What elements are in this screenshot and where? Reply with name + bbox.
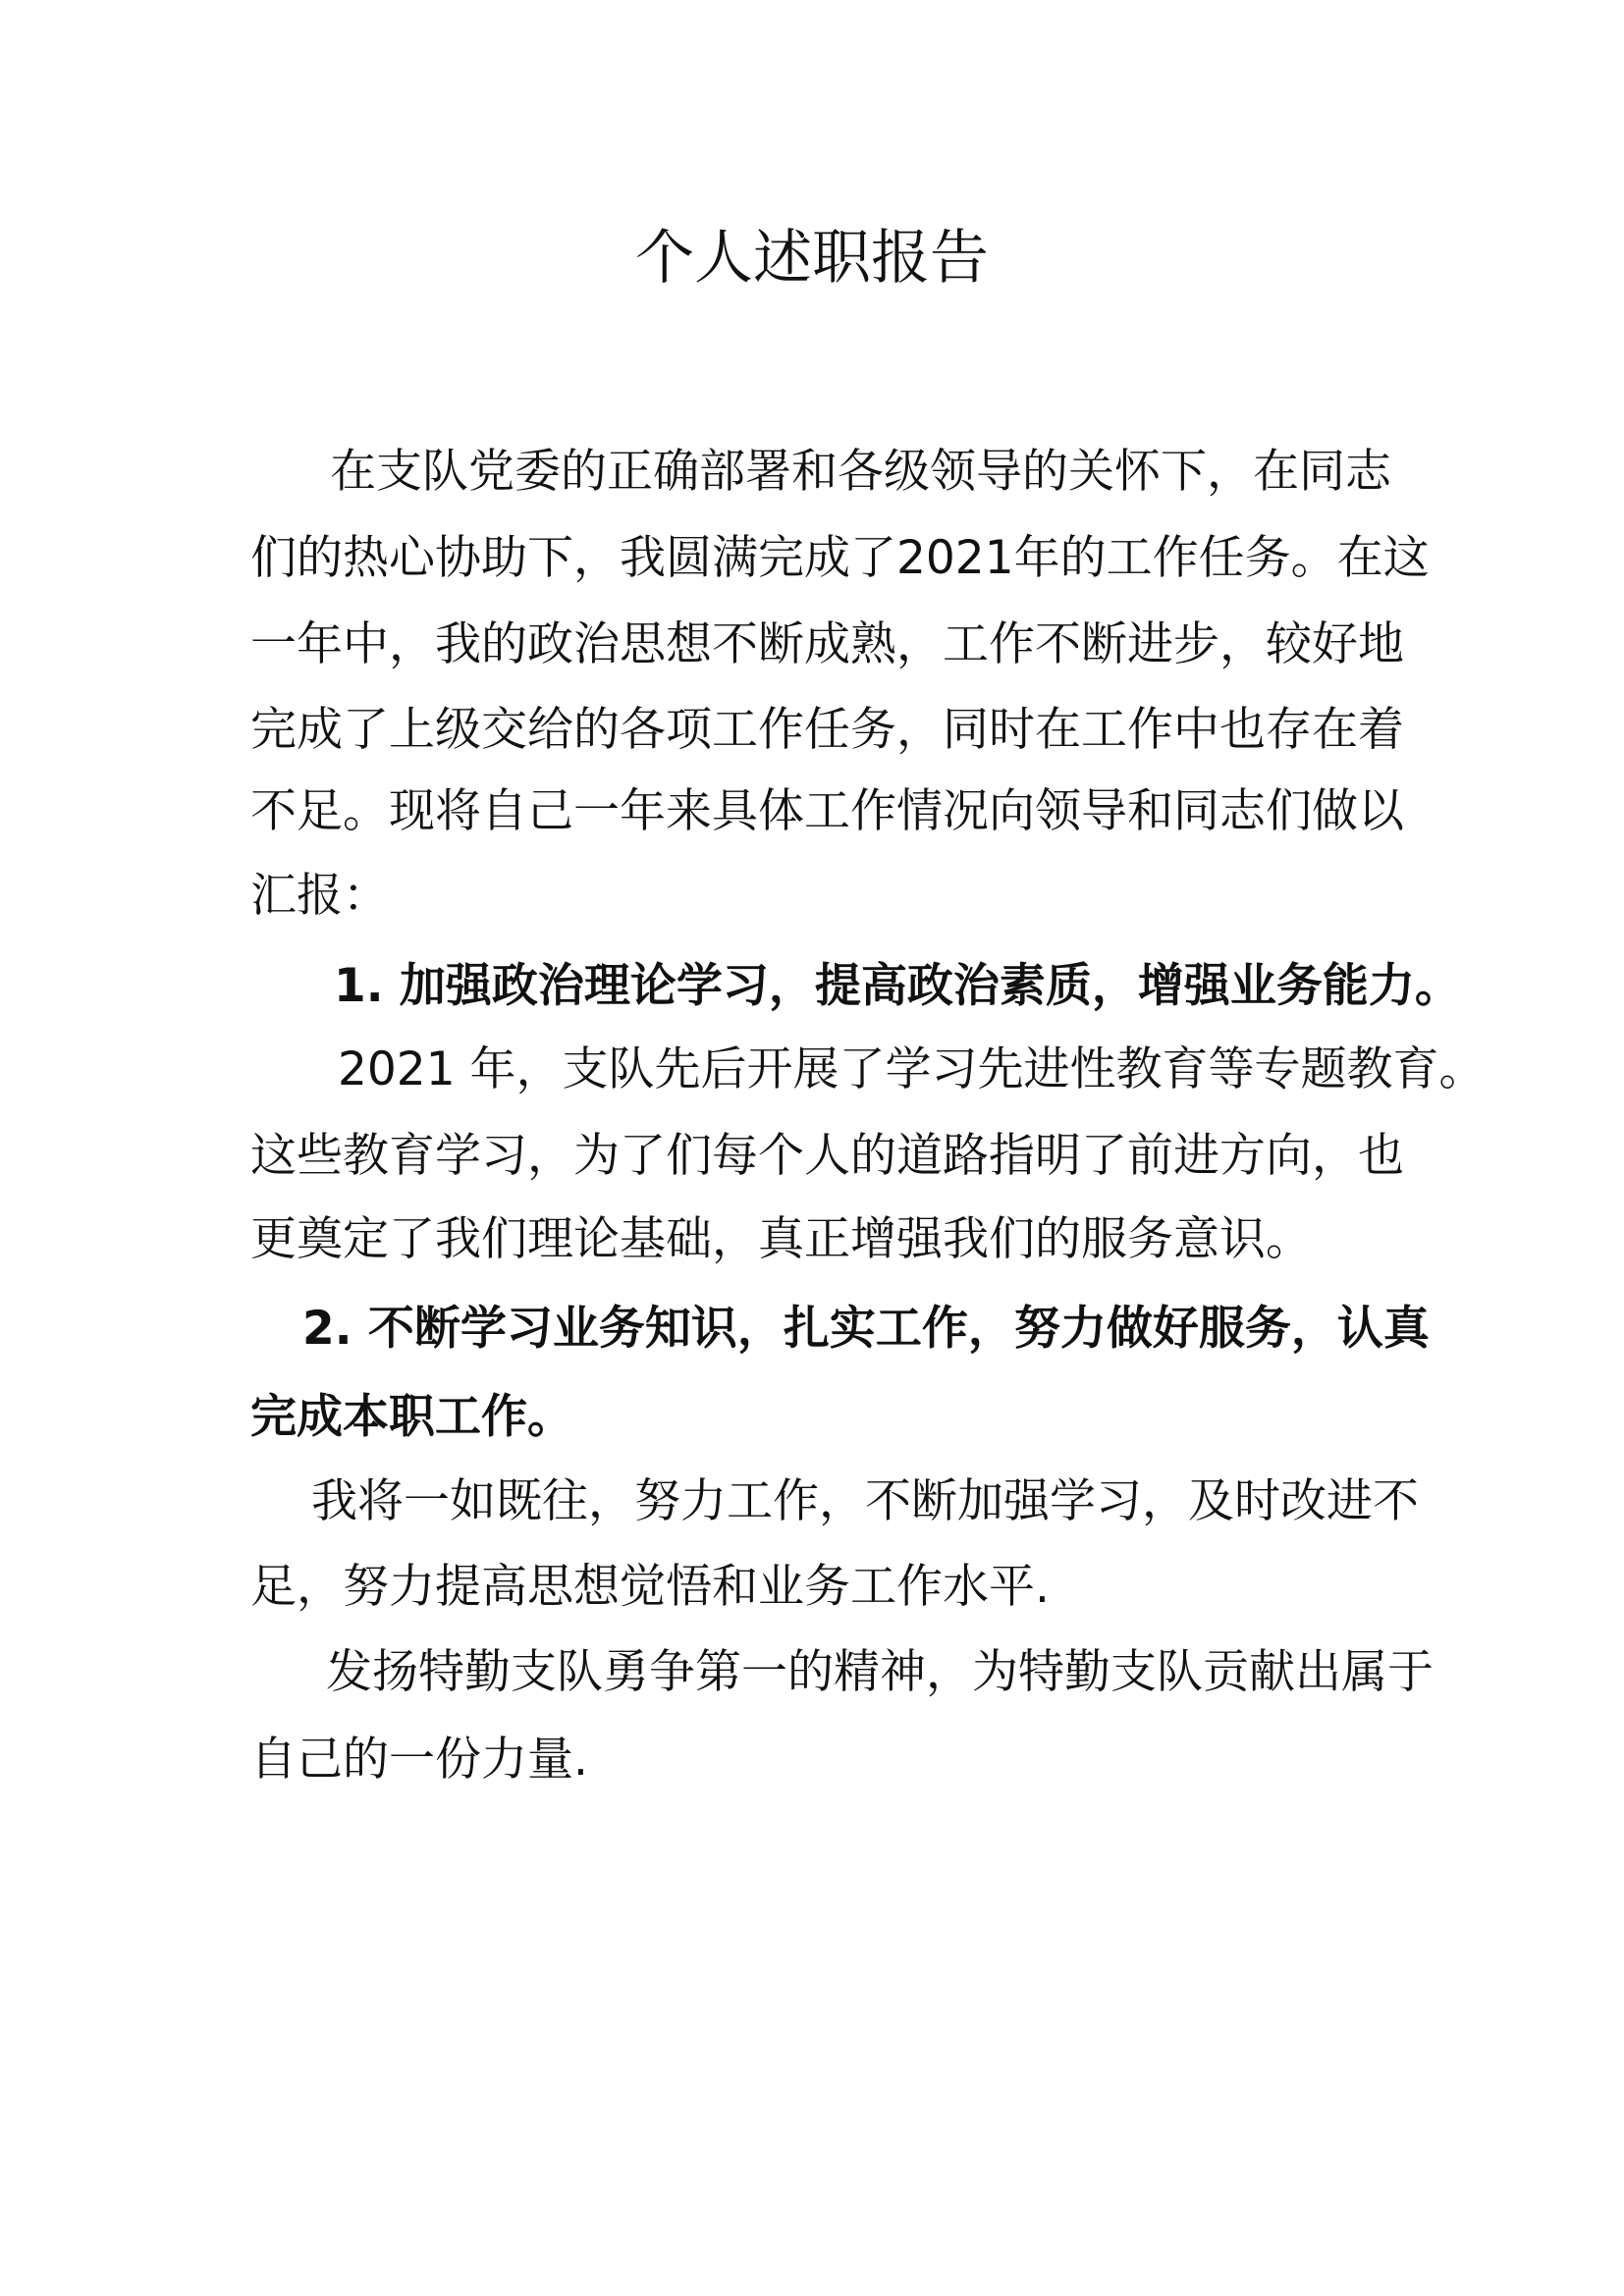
paragraph-final-line: 自己的一份力量. — [250, 1733, 588, 1787]
section-heading-1: 1. 加强政治理论学习，提高政治素质，增强业务能力。 — [334, 959, 1461, 1013]
paragraph-intro-line: 完成了上级交给的各项工作任务，同时在工作中也存在着 — [250, 703, 1404, 757]
paragraph-intro-line: 汇报： — [250, 869, 389, 923]
paragraph-closing-line: 足，努力提高思想觉悟和业务工作水平. — [250, 1560, 1050, 1614]
page-title: 个人述职报告 — [635, 224, 989, 293]
paragraph-intro-line: 在支队党委的正确部署和各级领导的关怀下，在同志 — [330, 445, 1391, 499]
paragraph-section1-line: 这些教育学习，为了们每个人的道路指明了前进方向，也 — [250, 1129, 1404, 1183]
paragraph-intro-line: 们的热心协助下，我圆满完成了2021年的工作任务。在这 — [250, 531, 1430, 585]
paragraph-intro-line: 不足。现将自己一年来具体工作情况向领导和同志们做以 — [250, 784, 1404, 838]
paragraph-final-line: 发扬特勤支队勇争第一的精神，为特勤支队贡献出属于 — [326, 1645, 1434, 1699]
paragraph-closing-line: 我将一如既往，努力工作，不断加强学习，及时改进不 — [311, 1474, 1419, 1528]
paragraph-intro-line: 一年中，我的政治思想不断成熟，工作不断进步，较好地 — [250, 617, 1404, 671]
paragraph-section1-line: 更奠定了我们理论基础，真正增强我们的服务意识。 — [250, 1212, 1312, 1266]
paragraph-section1-line: 2021 年，支队先后开展了学习先进性教育等专题教育。 — [338, 1042, 1486, 1096]
section-heading-2: 2. 不断学习业务知识，扎实工作，努力做好服务，认真 — [302, 1302, 1430, 1356]
section-heading-2: 完成本职工作。 — [250, 1390, 573, 1444]
